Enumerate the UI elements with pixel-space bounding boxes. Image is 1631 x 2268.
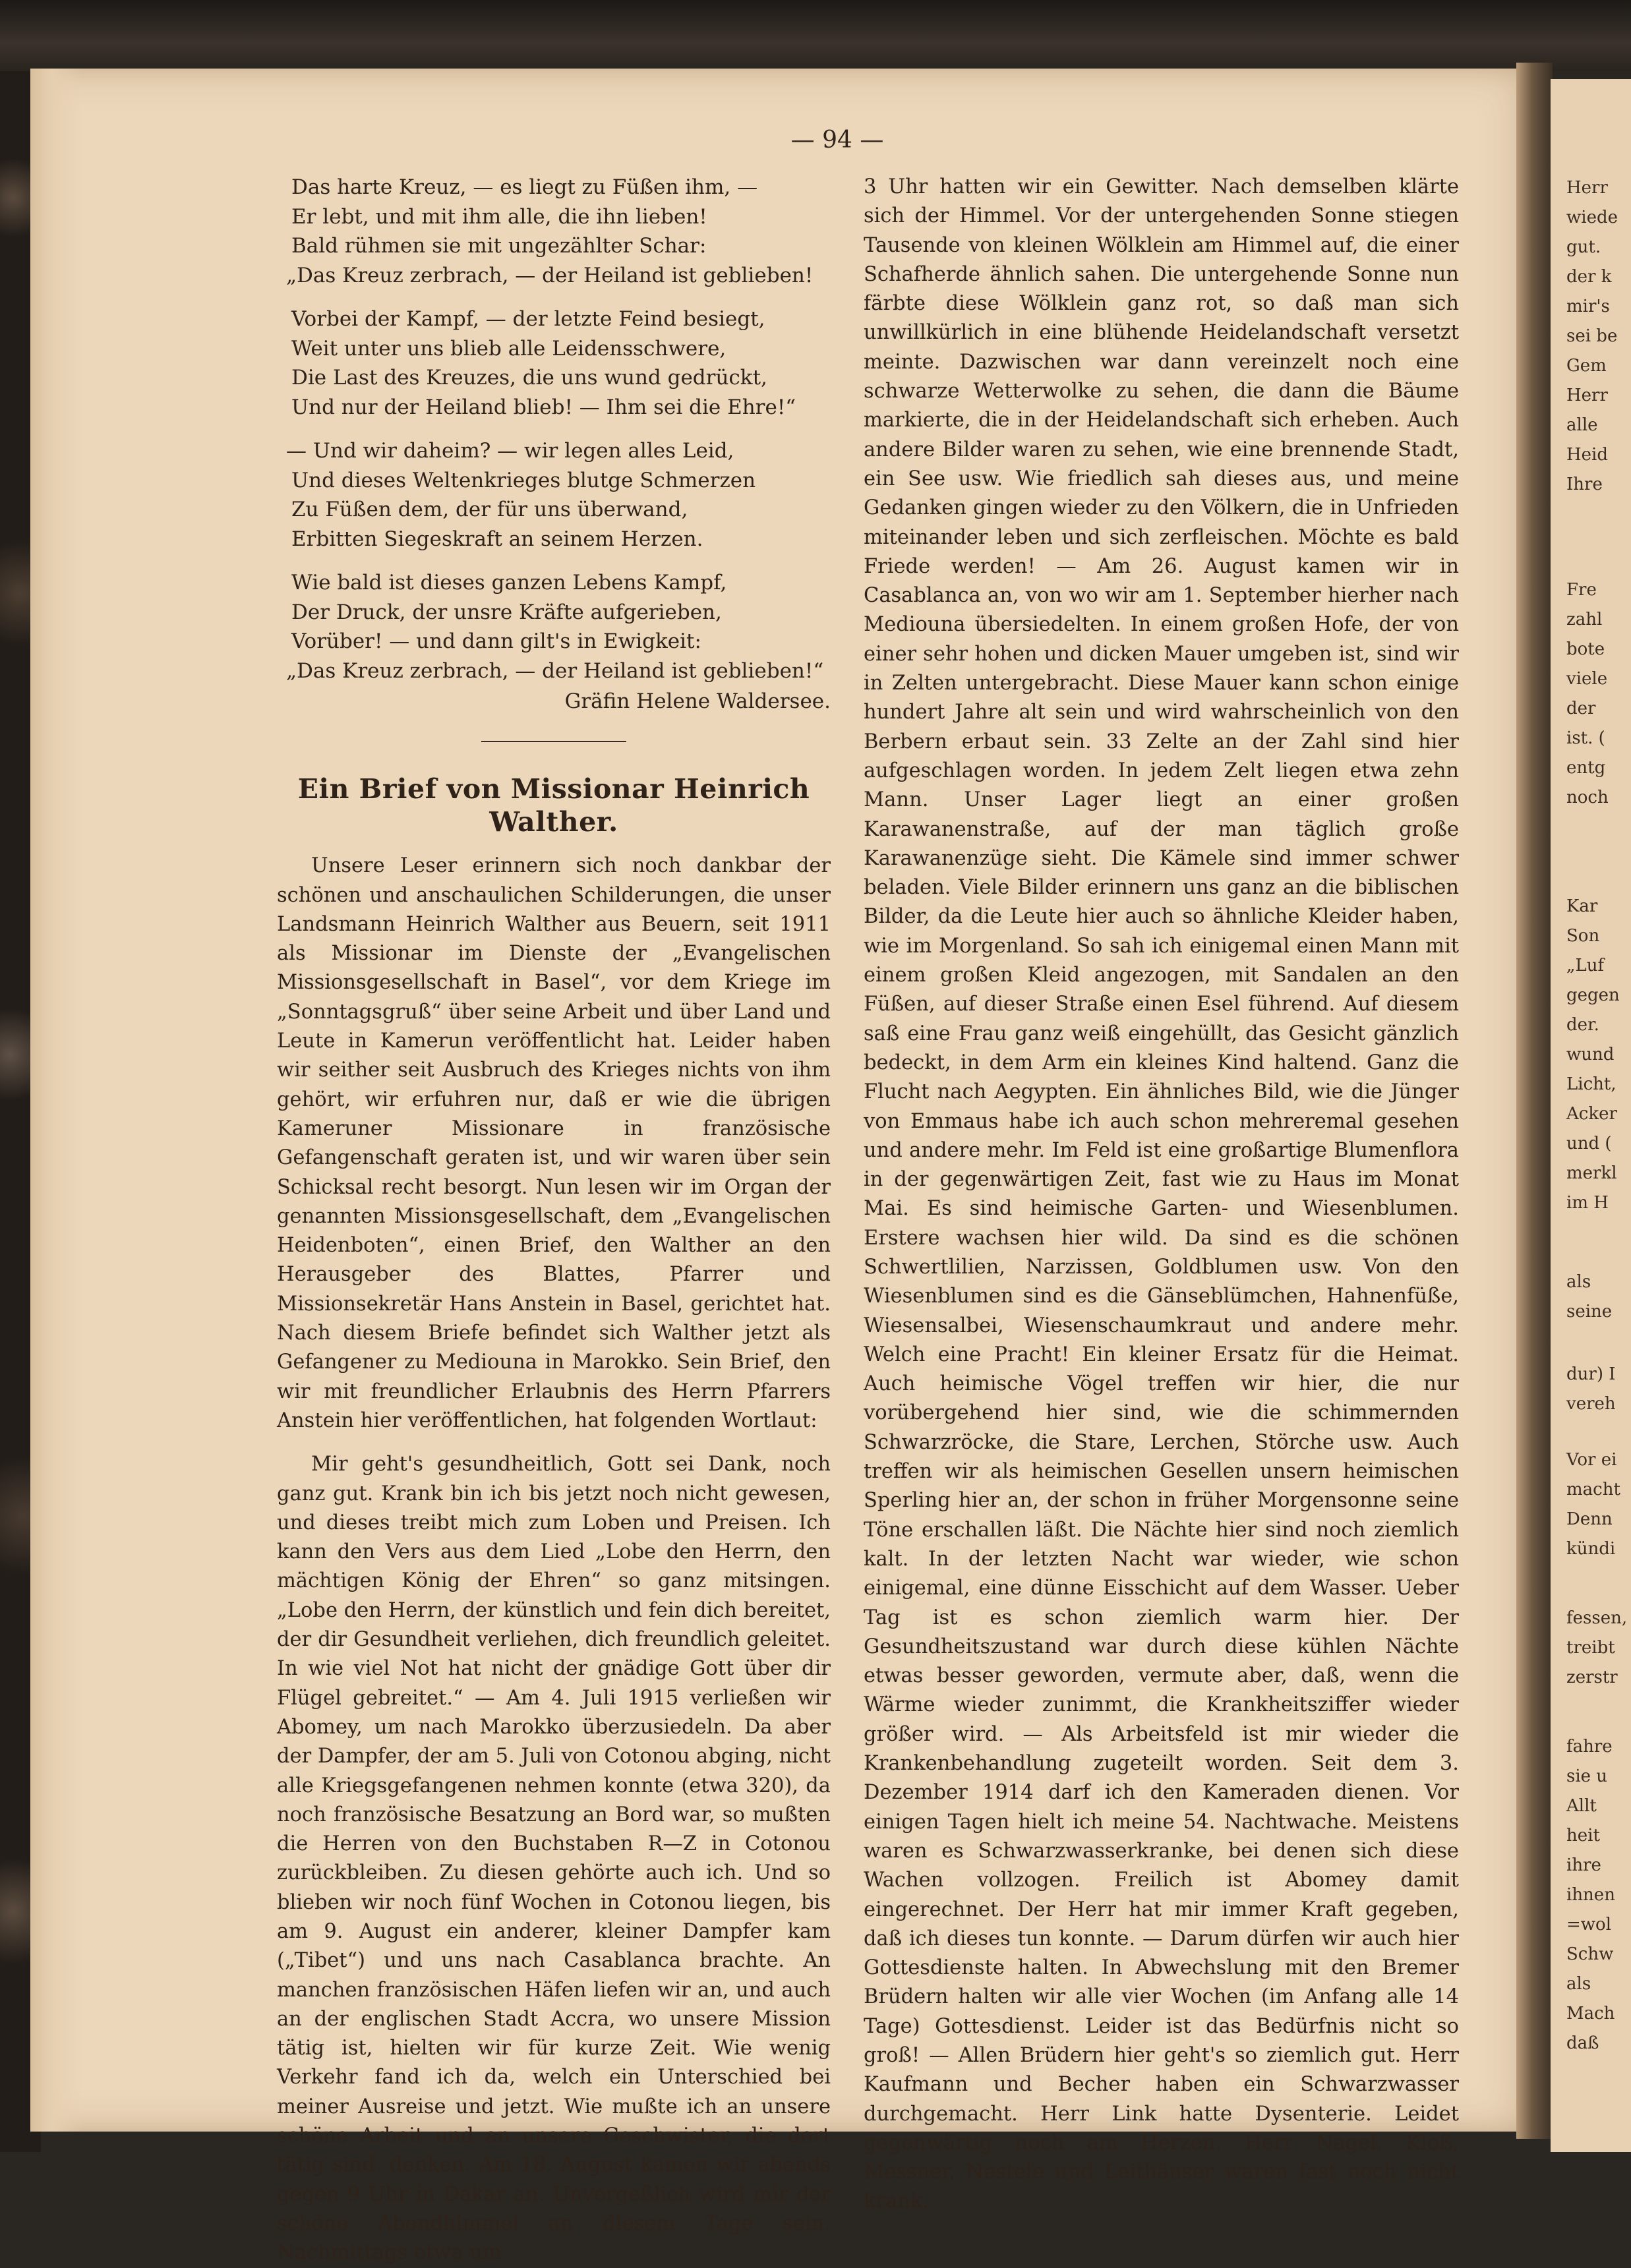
poem-line: Zu Füßen dem, der für uns überwand, (291, 498, 688, 521)
adjacent-page (1551, 79, 1631, 2152)
poem-stanza (277, 436, 831, 554)
adjacent-page-fragment: als (1566, 1974, 1591, 1994)
poem-stanza (277, 173, 831, 290)
adjacent-page-fragment: sie u (1566, 1766, 1608, 1786)
adjacent-page-fragment: als (1566, 1272, 1591, 1292)
poem-line: Vorbei der Kampf, — der letzte Feind besiegt, (291, 307, 765, 331)
adjacent-page-fragment: mir's (1566, 297, 1610, 316)
poem-line: Erbitten Siegeskraft an seinem Herzen. (291, 527, 703, 551)
adjacent-page-fragment: Kar (1566, 896, 1598, 916)
adjacent-page-fragment: der k (1566, 267, 1612, 287)
adjacent-page-fragment: Ihre (1566, 475, 1603, 494)
adjacent-page-fragment: und ( (1566, 1134, 1612, 1153)
adjacent-page-fragment: viele (1566, 669, 1608, 689)
adjacent-page-fragment: ihre (1566, 1855, 1601, 1875)
poem-signature: Gräfin Helene Waldersee. (564, 689, 831, 713)
adjacent-page-fragment: Heid (1566, 445, 1609, 465)
adjacent-page-fragment: gegen (1566, 985, 1620, 1005)
adjacent-page-fragment: der. (1566, 1015, 1599, 1035)
adjacent-page-fragment: seine (1566, 1302, 1613, 1322)
adjacent-page-fragment: Denn (1566, 1509, 1613, 1529)
adjacent-page-fragment: wund (1566, 1045, 1615, 1064)
adjacent-page-fragment: Gem (1566, 356, 1607, 376)
adjacent-page-fragment: macht (1566, 1480, 1620, 1499)
adjacent-page-fragment: daß (1566, 2033, 1599, 2053)
adjacent-page-fragment: heit (1566, 1826, 1600, 1846)
adjacent-page-fragment: vereh (1566, 1394, 1616, 1414)
adjacent-page-fragment: alle (1566, 415, 1598, 435)
adjacent-page-fragment: merkl (1566, 1163, 1617, 1183)
poem-line: Die Last des Kreuzes, die uns wund gedrückt, (291, 366, 767, 390)
adjacent-page-fragment: Mach (1566, 2004, 1615, 2023)
article-intro (277, 852, 831, 2267)
poem-line: Und dieses Weltenkrieges blutge Schmerzen (291, 468, 756, 492)
adjacent-page-fragment: kündi (1566, 1539, 1616, 1559)
adjacent-page-fragment: fahre (1566, 1737, 1613, 1757)
adjacent-page-fragment: entg (1566, 758, 1606, 778)
page-edge (30, 69, 83, 2132)
adjacent-page-fragment: Fre (1566, 580, 1597, 600)
adjacent-page-fragment: „Luf (1566, 956, 1605, 975)
poem-line: Weit unter uns blieb alle Leidensschwere, (291, 336, 727, 361)
poem-line: Und nur der Heiland blieb! — Ihm sei die Ehre!“ (291, 395, 796, 419)
adjacent-page-fragment: gut. (1566, 237, 1601, 257)
poem-line: Wie bald ist dieses ganzen Lebens Kampf, (291, 571, 727, 595)
poem-stanza (277, 568, 831, 685)
article-paragraph: 3 Uhr hatten wir ein Gewitter. Nach demselben klärte sich der Himmel. Vor der untergehenden Sonne stiegen Tausende von kleinen Wölklein am Himmel auf, die einer Schafherde ähnlich sahen. Die untergehende Sonne nun färbte diese Wölklein ganz rot, so daß man sich unwillkürlich in eine blühende Heidelandschaft versetzt meinte. Dazwischen war dann vereinzelt noch eine schwarze Wetterwolke zu sehen, die dann die Bäume markierte, die in der Heidelandschaft sich erheben. Auch andere Bilder waren zu sehen, wie eine brennende Stadt, ein See usw. Wie friedlich sah dieses aus, und meine Gedanken gingen wieder zu den Völkern, die in Unfrieden miteinander leben und sich zerfleischen. Möchte es bald Friede werden! — Am 26. August kamen wir in Casablanca an, von wo wir am 1. September hierher nach Mediouna übersiedelten. In einem großen Hofe, der von einer sehr hohen und dicken Mauer umgeben ist, sind wir in Zelten untergebracht. Diese Mauer kann schon einige hundert Jahre alt sein und wird wahrscheinlich von den Berbern erbaut sein. 33 Zelte an der Zahl sind hier aufgeschlagen worden. In jedem Zelt liegen etwa zehn Mann. Unser Lager liegt an einer großen Karawanenstraße, auf der man täglich große Karawanenzüge sieht. Die Kämele sind immer schwer beladen. Viele Bilder erinnern uns ganz an die biblischen Bilder, da die Leute hier auch so ähnliche Kleider haben, wie im Morgenland. So sah ich einigemal einen Mann mit einem großen Kleid angezogen, mit Sandalen an den Füßen, auf dieser Straße einen Esel führend. Auf diesem saß eine Frau ganz weiß eingehüllt, das Gesicht gänzlich bedeckt, in dem Arm ein kleines Kind haltend. Ganz die Flucht nach Aegypten. Ein ähnliches Bild, wie die Jünger von Emmaus habe ich auch schon mehreremal gesehen und andere mehr. Im Feld ist eine großartige Blumenflora in der gegenwärtigen Zeit, fast wie zu Haus im Monat Mai. Es sind heimische Garten- und Wiesenblumen. Erstere wachsen hier wild. Da sind es die schönen Schwertlilien, Narzissen, Goldblumen usw. Von den Wiesenblumen sind es die Gänseblümchen, Hahnenfüße, Wiesensalbei, Wiesenschaumkraut und andere mehr. Welch eine Pracht! Ein kleiner Ersatz für die Heimat. Auch heimische Vögel treffen wir hier, die nur vorübergehend hier sind, wie die schimmernden Schwarzröcke, die Stare, Lerchen, Störche usw. Auch treffen wir als heimischen Gesellen unsern heimischen Sperling hier an, der schon in früher Morgensonne seine Töne erschallen läßt. Die Nächte hier sind noch ziemlich kalt. In der letzten Nacht war wieder, wie schon einigemal, eine dünne Eisschicht auf dem Wasser. Ueber Tag ist es schon ziemlich warm hier. Der Gesundheitszustand war durch diese kühlen Nächte etwas besser geworden, vermute aber, daß, wenn die Wärme wieder zunimmt, die Krankheitsziffer wieder größer wird. — Als Arbeitsfeld ist mir wieder die Krankenbehandlung zugeteilt worden. Seit dem 3. Dezember 1914 darf ich den Kameraden dienen. Vor einigen Tagen hielt ich meine 54. Nachtwache. Meistens waren es Schwarzwasserkranke, bei denen sich diese Wachen vollzogen. Freilich ist Abomey damit eingerechnet. Der Herr hat mir immer Kraft gegeben, daß ich dieses tun konnte. — Darum dürfen wir auch hier Gottesdienste halten. In Abwechslung mit den Bremer Brüdern halten wir alle vier Wochen (im Anfang alle 14 Tage) Gottesdienst. Leider ist das Bedürfnis nicht so groß! — Allen Brüdern hier geht's so ziemlich gut. Herr Kaufmann und Becher haben ein Schwarzwasser durchgemacht. Herr Link hatte Dysenterie. Leidet gegenwärtig noch am Herzen. Herr Nagel, Kloß, Messner, Nestele und Leithäuser waren fast noch nicht krank. (864, 175, 1459, 2213)
adjacent-page-fragment: zahl (1566, 610, 1603, 629)
adjacent-page-fragment: im H (1566, 1193, 1609, 1213)
page-number: — 94 — (790, 127, 884, 154)
article-paragraph: Mir geht's gesundheitlich, Gott sei Dank, noch ganz gut. Krank bin ich bis jetzt noch nicht gewesen, und dieses treibt mich zum Loben und Preisen. Ich kann den Vers aus dem Lied „Lobe den Herrn, den mächtigen König der Ehren“ so ganz mitsingen. „Lobe den Herrn, der künstlich und fein dich bereitet, der dir Gesundheit verliehen, dich freundlich geleitet. In wie viel Not hat nicht der gnädige Gott über dir Flügel gebreitet.“ — Am 4. Juli 1915 verließen wir Abomey, um nach Marokko überzusiedeln. Da aber der Dampfer, der am 5. Juli von Cotonou abging, nicht alle Kriegsgefangenen nehmen konnte (etwa 320), da noch französische Besatzung an Bord war, so mußten die Herren von den Buchstaben R—Z in Cotonou zurückbleiben. Zu diesen gehörte auch ich. Und so blieben wir noch fünf Wochen in Cotonou liegen, bis am 9. August ein anderer, kleiner Dampfer kam („Tibet“) und uns nach Casablanca brachte. An manchen französischen Häfen liefen wir an, und auch an der englischen Stadt Accra, wo unsere Mission tätig ist, hielten wir für kurze Zeit. Wie wenig Verkehr fand ich da, welch ein Unterschied bei meiner Ausreise und jetzt. Wie mußte ich an unsere schöne Arbeit und an unsere Geschwister, die dort tätig sind, denken. Am 18. August kamen wir abends gegen 9 Uhr in Dakar an. Unvergeßlich wird mir der schöne Abendhimmel an diesem Tage sein. Nachmittags etwa um (277, 1453, 831, 2265)
poem-line: Der Druck, der unsre Kräfte aufgerieben, (291, 600, 722, 624)
adjacent-page-fragment: Allt (1566, 1796, 1597, 1816)
top-edge-shadow (0, 0, 1631, 71)
poem-line: „Das Kreuz zerbrach, — der Heiland ist geblieben!“ (286, 658, 824, 683)
right-column (864, 173, 1459, 2217)
article-paragraph: Unsere Leser erinnern sich noch dankbar der schönen und anschaulichen Schilderungen, die unser Landsmann Heinrich Walther aus Beuern, seit 1911 als Missionar im Dienste der „Evangelischen Missionsgesellschaft in Basel“, vor dem Kriege im „Sonntagsgruß“ über seine Arbeit und über Land und Leute in Kamerun veröffentlicht hat. Leider haben wir seither seit Ausbruch des Krieges nichts von ihm gehört, wir erfuhren nur, daß er wie die übrigen Kameruner Missionare in französische Gefangenschaft geraten ist, und wir waren über sein Schicksal recht besorgt. Nun lesen wir im Organ der genannten Missionsgesellschaft, dem „Evangelischen Heidenboten“, einen Brief, den Walther an den Herausgeber des Blattes, Pfarrer und Missionsekretär Hans Anstein in Basel, gerichtet hat. Nach diesem Briefe befindet sich Walther jetzt als Gefangener zu Mediouna in Marokko. Sein Brief, den wir mit freundlicher Erlaubnis des Herrn Pfarrers Anstein hier veröffentlichen, hat folgenden Wortlaut: (277, 854, 831, 1432)
adjacent-page-fragment: Herr (1566, 178, 1608, 198)
article-headline: Ein Brief von Missionar Heinrich Walther. (297, 773, 810, 838)
adjacent-page-fragment: ist. ( (1566, 728, 1605, 748)
adjacent-page-fragment: fessen, (1566, 1608, 1628, 1628)
poem-stanza (277, 305, 831, 422)
adjacent-page-fragment: Vor ei (1566, 1450, 1617, 1470)
poem-line: Er lebt, und mit ihm alle, die ihn lieben! (291, 204, 707, 229)
left-column (277, 173, 831, 2268)
book-gutter (1516, 63, 1553, 2139)
section-divider (481, 741, 626, 742)
poem-line: Bald rühmen sie mit ungezählter Schar: (291, 234, 707, 258)
adjacent-page-fragment: sei be (1566, 326, 1618, 346)
adjacent-page-fragment: =wol (1566, 1915, 1612, 1934)
adjacent-page-fragment: Licht, (1566, 1074, 1616, 1094)
adjacent-page-fragment: Herr (1566, 386, 1608, 405)
adjacent-page-fragment: der (1566, 699, 1596, 718)
poem-line: Vorüber! — und dann gilt's in Ewigkeit: (291, 629, 701, 653)
adjacent-page-fragment: Son (1566, 926, 1600, 946)
poem-line: Das harte Kreuz, — es liegt zu Füßen ihm, — (291, 175, 758, 199)
adjacent-page-fragment: treibt (1566, 1638, 1615, 1658)
adjacent-page-fragment: ihnen (1566, 1885, 1615, 1905)
adjacent-page-fragment: zerstr (1566, 1668, 1618, 1687)
poem-line: „Das Kreuz zerbrach, — der Heiland ist geblieben! (286, 263, 814, 287)
adjacent-page-fragment: wiede (1566, 208, 1618, 227)
adjacent-page-fragment: dur) I (1566, 1364, 1616, 1384)
adjacent-page-fragment: Schw (1566, 1944, 1614, 1964)
poem-line: — Und wir daheim? — wir legen alles Leid, (286, 439, 734, 463)
adjacent-page-fragment: Acker (1566, 1104, 1617, 1124)
adjacent-page-fragment: bote (1566, 639, 1605, 659)
adjacent-page-fragment: noch (1566, 788, 1609, 807)
